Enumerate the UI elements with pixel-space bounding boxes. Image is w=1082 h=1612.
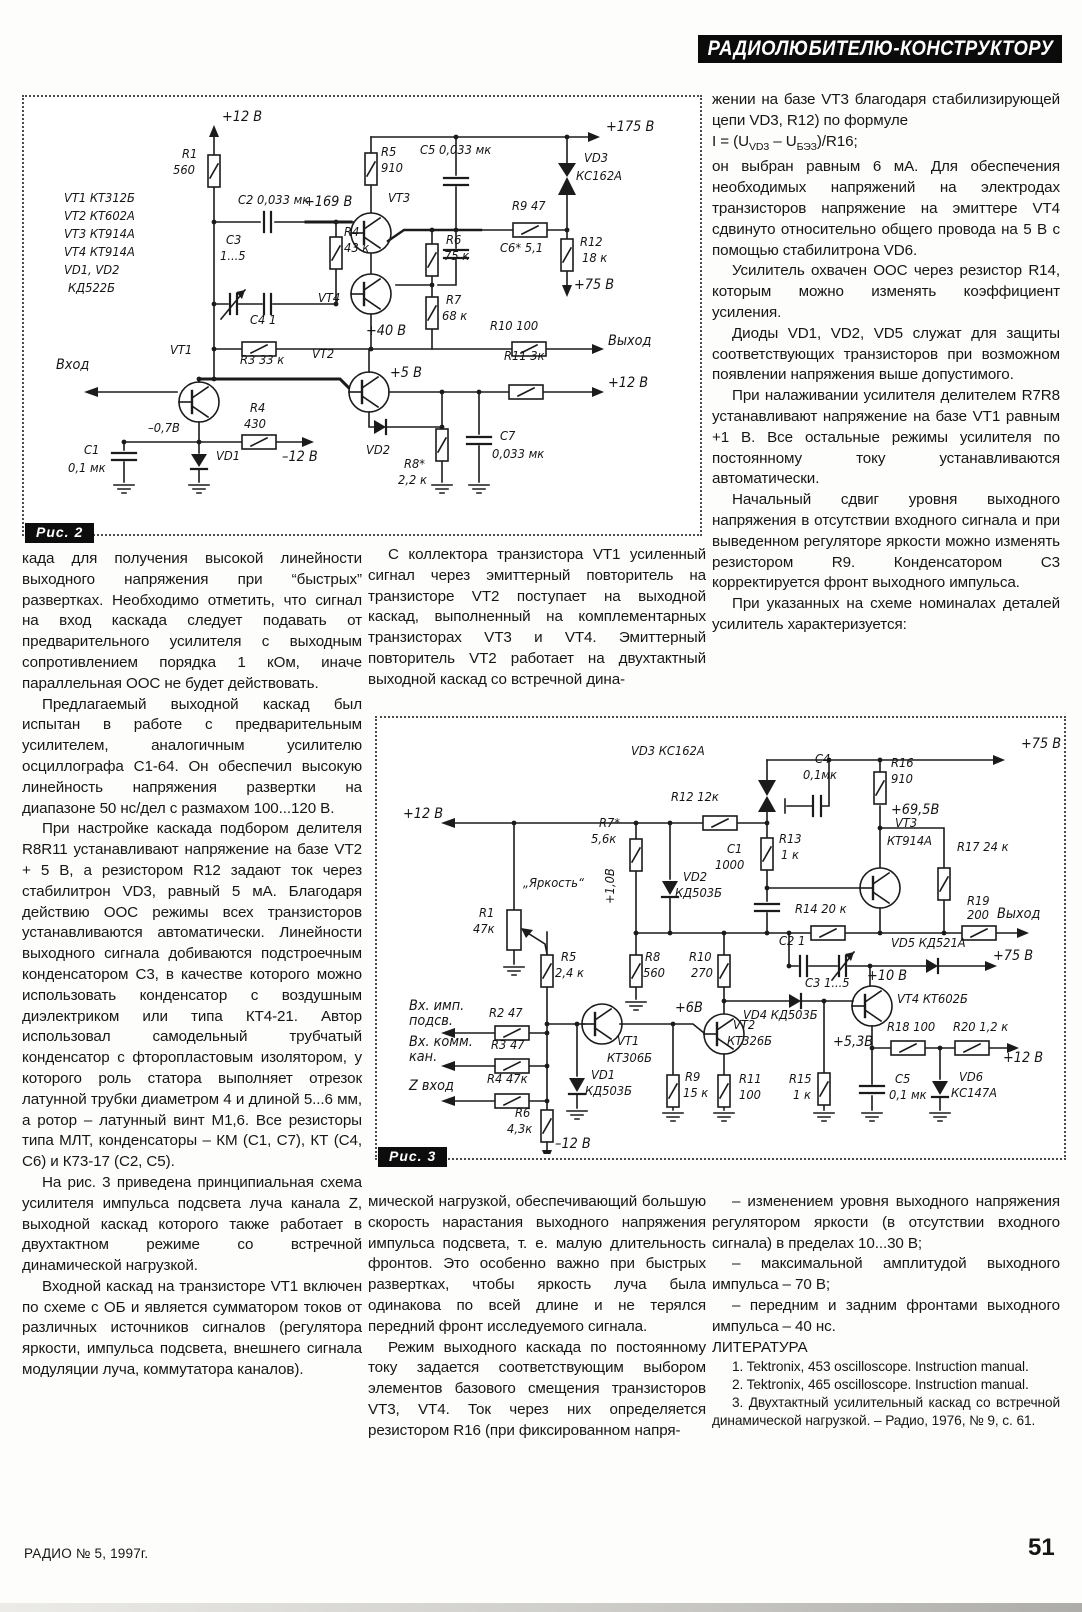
fig2-parts-list: КД522Б <box>68 280 115 295</box>
formula-part: – U <box>769 132 797 150</box>
paragraph: При указанных на схеме номиналах деталей усилитель характеризуется: <box>712 595 1060 633</box>
fig3-label: КТ306Б <box>607 1050 653 1065</box>
fig3-label: R18 100 <box>887 1019 936 1034</box>
fig3-label: 0,1 мк <box>889 1087 927 1102</box>
fig2-label: +12 В <box>608 375 649 391</box>
fig3-label: VD5 КД521А <box>891 935 966 950</box>
paragraph: При налаживании усилителя делителем R7R8 устанавливают напряжение на базе VT1 равным +1 В. Все остальные режимы усилителя по постоянному току устанавливаются автоматически. <box>712 387 1060 488</box>
fig2-label: R7 <box>446 292 462 307</box>
paragraph: он выбран равным 6 мА. Для обеспечения необходимых напряжений на электродах транзисторов напряжение на эмиттере VT4 сдвинуто относительно общего провода на 5 В с помощью стабилитрона VD6. <box>712 158 1060 259</box>
fig3-label: Z вход <box>409 1078 454 1094</box>
fig2-box <box>22 95 702 536</box>
fig2-label: 0,1 мк <box>68 460 106 475</box>
spec-item: – передним и задним фронтами выходного импульса – 40 нс. <box>712 1296 1060 1335</box>
section-banner-title: РАДИОЛЮБИТЕЛЮ-КОНСТРУКТОРУ <box>707 37 1053 60</box>
formula-sub: БЭЗ <box>796 140 817 153</box>
fig3-label: С4 <box>815 751 831 766</box>
fig3-label: С5 <box>895 1071 911 1086</box>
section-banner <box>698 35 1062 63</box>
column-right-top <box>712 90 1060 636</box>
fig3-label: „Яркость“ <box>523 875 584 890</box>
fig3-label: 0,1мк <box>803 767 837 782</box>
fig2-label: +12 В <box>222 109 263 125</box>
column-middle-top <box>368 545 706 691</box>
formula-part: I = (U <box>712 132 749 150</box>
fig3-label: R17 24 к <box>957 839 1009 854</box>
fig3-label: VT3 <box>895 815 918 830</box>
fig2-label: +75 В <box>574 277 615 293</box>
fig3-label: R7* <box>599 815 621 830</box>
fig3-box <box>375 716 1066 1160</box>
fig3-label: R16 <box>891 755 914 770</box>
fig3-label: КД503Б <box>675 885 722 900</box>
fig3-label: КТ914А <box>887 833 933 848</box>
fig3-label: VT1 <box>617 1033 640 1048</box>
fig3-label: кан. <box>409 1049 438 1065</box>
references <box>712 1358 1060 1429</box>
fig3-label: VD2 <box>683 869 708 884</box>
fig2-label: 75 к <box>444 248 470 263</box>
fig2-parts-list: VT1 КТ312Б <box>64 190 135 205</box>
fig3-label: +12 В <box>403 806 444 822</box>
fig2-label: 43 к <box>344 240 370 255</box>
fig2-label: С7 <box>500 428 516 443</box>
fig2-label: С6* 5,1 <box>500 240 544 255</box>
fig2-label: VT2 <box>312 346 335 361</box>
fig3-label: 1 к <box>781 847 799 862</box>
formula-part: )/R16; <box>816 132 858 150</box>
fig2-label: 1...5 <box>220 248 246 263</box>
fig2-label: R10 100 <box>490 318 539 333</box>
fig3-label: VT4 КТ602Б <box>897 991 968 1006</box>
fig3-label: +12 В <box>1003 1050 1044 1066</box>
fig2-label: VD1 <box>216 448 241 463</box>
spec-item: – изменением уровня выходного напряжения регулятором яркости (в отсутствии входного сигнала) в пределах 10...30 В; <box>712 1193 1060 1252</box>
fig3-label: R6 <box>515 1105 531 1120</box>
fig3-label: КТ326Б <box>727 1033 773 1048</box>
fig3-label: 200 <box>967 907 989 922</box>
fig3-label: +69,5В <box>891 802 940 818</box>
fig3-label: С3 1...5 <box>805 975 850 990</box>
fig2-label: С2 0,033 мк <box>238 192 310 207</box>
fig3-label: R4 47к <box>487 1071 528 1086</box>
fig3-label: Вх. имп. <box>409 998 465 1014</box>
literature-heading: ЛИТЕРАТУРА <box>712 1338 808 1356</box>
fig2-label: С1 <box>84 442 100 457</box>
column-left <box>22 549 362 1381</box>
fig3-label: подсв. <box>409 1013 453 1029</box>
fig3-label: 15 к <box>683 1085 709 1100</box>
column-right-bottom <box>712 1192 1060 1430</box>
reference-item: 2. Tektronix, 465 oscilloscope. Instruction manual. <box>732 1377 1029 1393</box>
fig3-label: R8 <box>645 949 661 964</box>
fig2-label: 2,2 к <box>398 472 427 487</box>
fig3-label: 560 <box>643 965 665 980</box>
fig3-label: R15 <box>789 1071 812 1086</box>
fig2-label: R9 47 <box>512 198 546 213</box>
reference-item: 3. Двухтактный усилительный каскад со встречной динамической нагрузкой. – Радио, 1976, № 9, с. 61. <box>712 1394 1060 1428</box>
column-middle-bottom <box>368 1192 706 1442</box>
fig2-label: R4 <box>344 224 360 239</box>
fig2-label: 0,033 мк <box>492 446 545 461</box>
fig3-label: VT2 <box>733 1017 756 1032</box>
fig2-label: R4 <box>250 400 266 415</box>
fig2-parts-list: VT2 КТ602А <box>64 208 135 223</box>
fig3-label: –12 В <box>555 1136 591 1152</box>
fig3-label: R10 <box>689 949 712 964</box>
fig2-label: 560 <box>173 162 195 177</box>
fig3-label: R9 <box>685 1069 701 1084</box>
fig3-label: Вх. комм. <box>409 1034 473 1050</box>
fig3-label: КС147А <box>951 1085 998 1100</box>
fig3-label: 2,4 к <box>555 965 584 980</box>
fig3-label: +75 В <box>1021 736 1062 752</box>
fig3-label: R1 <box>479 905 495 920</box>
fig3-label: R3 47 <box>491 1037 525 1052</box>
fig2-label: R12 <box>580 234 603 249</box>
fig3-label: VD4 КД503Б <box>743 1007 818 1022</box>
paragraph: При настройке каскада подбором делителя R8R11 устанавливают напряжение на базе VT2 + 5 В, а резистором R12 задают ток через стабилитрон VD3, равный 5 мА. Благодаря действию ООС режимы всех транзисторов устанавливаются автоматически. Линейности выходного сигнала добиваются подстроечным конденсатором С3, в качестве которого можно использовать конденсатор с воздушным диэлектриком или типа КТ4-21. Автор использовал самодельный трубчатый конденсатор с фторопластовым изолятором, у которого роль статора выполняет отрезок латунной трубки диаметром 4 и длиной 5...6 мм, а ротор – латунный винт М1,6. Все резисторы типа МЛТ, конденсаторы – КМ (С1, С7), КТ (С4, С6) и К73-17 (С2, С5). <box>22 820 362 1171</box>
fig2-label: VT4 <box>318 290 341 305</box>
formula <box>712 132 1060 158</box>
paragraph: када для получения высокой линейности выходного напряжения при “быстрых” развертках. Необходимо отметить, что сигнал на вход каскада следует подавать от предварительного усилителя с выходным сопротивлением порядка 1 кОм, иначе параллельная ООС не будет действовать. <box>22 550 362 692</box>
fig2-label: R5 <box>381 144 397 159</box>
paragraph: Режим выходного каскада по постоянному току задается соответствующим выбором элементов базового смещения транзисторов VT3, VT4. Ток через них определяется резистором R16 (при фиксированном напря- <box>368 1338 706 1439</box>
paragraph: С коллектора транзистора VT1 усиленный сигнал через эмиттерный повторитель на транзисторе VT2 поступает на выходной каскад, выполненный на комплементарных транзисторах VT3 и VT4. Эмиттерный повторитель VT2 работает на двухтактный выходной каскад со встречной дина- <box>368 546 706 688</box>
fig2-label: R11 3к <box>504 348 545 363</box>
fig3-caption: Рис. 3 <box>378 1147 447 1167</box>
fig3-label: +10 В <box>867 968 908 984</box>
fig3-label: R5 <box>561 949 577 964</box>
fig2-label: +40 В <box>366 323 407 339</box>
fig2-parts-list: VD1, VD2 <box>64 262 120 277</box>
fig2-label: R1 <box>182 146 198 161</box>
paragraph: Усилитель охвачен ООС через резистор R14, которым можно изменять коэффициент усиления. <box>712 262 1060 321</box>
fig3-label: 100 <box>739 1087 761 1102</box>
fig3-label: R13 <box>779 831 802 846</box>
fig2-label: +175 В <box>606 119 655 135</box>
fig2-label: VT1 <box>170 342 193 357</box>
fig3-label: R19 <box>967 893 990 908</box>
fig2-label: 910 <box>381 160 403 175</box>
footer-journal-issue: РАДИО № 5, 1997г. <box>24 1546 149 1561</box>
fig2-label: 430 <box>244 416 266 431</box>
paragraph: На рис. 3 приведена принципиальная схема усилителя импульса подсвета луча канала Z, выходной каскад которого также работает в двухтактном режиме со встречной динамической нагрузкой. <box>22 1173 362 1275</box>
fig3-label: 4,3к <box>507 1121 533 1136</box>
fig3-label: VD3 КС162А <box>631 743 705 758</box>
fig2-label: VT3 <box>388 190 411 205</box>
fig3-label: КД503Б <box>585 1083 632 1098</box>
fig3-label: VD1 <box>591 1067 616 1082</box>
paragraph: мической нагрузкой, обеспечивающий большую скорость нарастания выходного напряжения импульса подсвета, т. е. малую длительность фронтов. Это особенно важно при быстрых развертках, чтобы яркость луча была одинакова по всей длине и не терялся передний фронт исследуемого сигнала. <box>368 1193 706 1335</box>
paragraph: Предлагаемый выходной каскад был испытан в работе с предварительным усилителем, аналогичным усилителю осциллографа С1-64. Он обеспечил высокую линейность напряжения развертки на диапазоне 50 нс/дел с размахом 100...120 В. <box>22 695 362 817</box>
fig2-label: R8* <box>404 456 426 471</box>
fig2-label: VD3 <box>584 150 609 165</box>
spec-item: – максимальной амплитудой выходного импульса – 70 В; <box>712 1255 1060 1294</box>
fig3-label: 5,6к <box>591 831 617 846</box>
fig2-label: –12 В <box>282 449 318 465</box>
fig2-label: 68 к <box>442 308 468 323</box>
fig3-label: R14 20 к <box>795 901 847 916</box>
fig3-label: 47к <box>473 921 495 936</box>
fig3-label: +6В <box>675 1000 703 1016</box>
fig2-label: 18 к <box>582 250 608 265</box>
fig2-label: КС162А <box>576 168 623 183</box>
fig3-label: R12 12к <box>671 789 719 804</box>
fig3-label: Выход <box>997 906 1041 922</box>
fig2-parts-list: VT4 КТ914А <box>64 244 135 259</box>
paragraph: жении на базе VT3 благодаря стабилизирующей цепи VD3, R12) по формуле <box>712 91 1060 129</box>
fig3-label: R11 <box>739 1071 762 1086</box>
footer-page-number: 51 <box>1028 1534 1055 1561</box>
reference-item: 1. Tektronix, 453 oscilloscope. Instruction manual. <box>732 1359 1029 1375</box>
fig3-label: С2 1 <box>779 933 806 948</box>
fig2-label: Выход <box>608 333 652 349</box>
fig3-label: +75 В <box>993 948 1034 964</box>
fig2-label: С4 1 <box>250 312 277 327</box>
fig2-label: R6 <box>446 232 462 247</box>
fig2-label: R3 33 к <box>240 352 285 367</box>
fig2-label: С3 <box>226 232 242 247</box>
fig3-label: +1,0В <box>602 868 617 904</box>
fig2-caption: Рис. 2 <box>25 523 94 543</box>
fig3-label: R20 1,2 к <box>953 1019 1009 1034</box>
fig2-label: –0,7В <box>148 420 180 435</box>
fig2-label: VD2 <box>366 442 391 457</box>
fig3-label: R2 47 <box>489 1005 523 1020</box>
fig2-label: +5 В <box>390 365 422 381</box>
paragraph: Начальный сдвиг уровня выходного напряжения в отсутствии входного сигнала и при выведенном регуляторе яркости можно изменять резистором R9. Конденсатором С3 корректируется фронт выходного импульса. <box>712 491 1060 592</box>
fig2-parts-list: VT3 КТ914А <box>64 226 135 241</box>
fig3-label: 1000 <box>715 857 745 872</box>
formula-sub: VD3 <box>748 140 770 153</box>
fig2-label: С5 0,033 мк <box>420 142 492 157</box>
fig3-label: 1 к <box>793 1087 811 1102</box>
fig2-label: +169 В <box>304 194 353 210</box>
fig3-label: VD6 <box>959 1069 984 1084</box>
fig3-label: 270 <box>691 965 713 980</box>
fig2-label: Вход <box>56 357 90 373</box>
scan-edge-artifact <box>0 1603 1082 1612</box>
fig3-label: 910 <box>891 771 913 786</box>
fig3-label: +5,3В <box>833 1034 874 1050</box>
paragraph: Диоды VD1, VD2, VD5 служат для защиты соответствующих транзисторов при возможном появлении напряжения выше допустимого. <box>712 324 1060 384</box>
paragraph: Входной каскад на транзисторе VT1 включен по схеме с ОБ и является сумматором токов от различных источников сигналов (регулятора яркости, импульса подсвета, внешнего сигнала модуляции луча, коммутатора каналов). <box>22 1277 362 1379</box>
fig3-label: С1 <box>727 841 743 856</box>
